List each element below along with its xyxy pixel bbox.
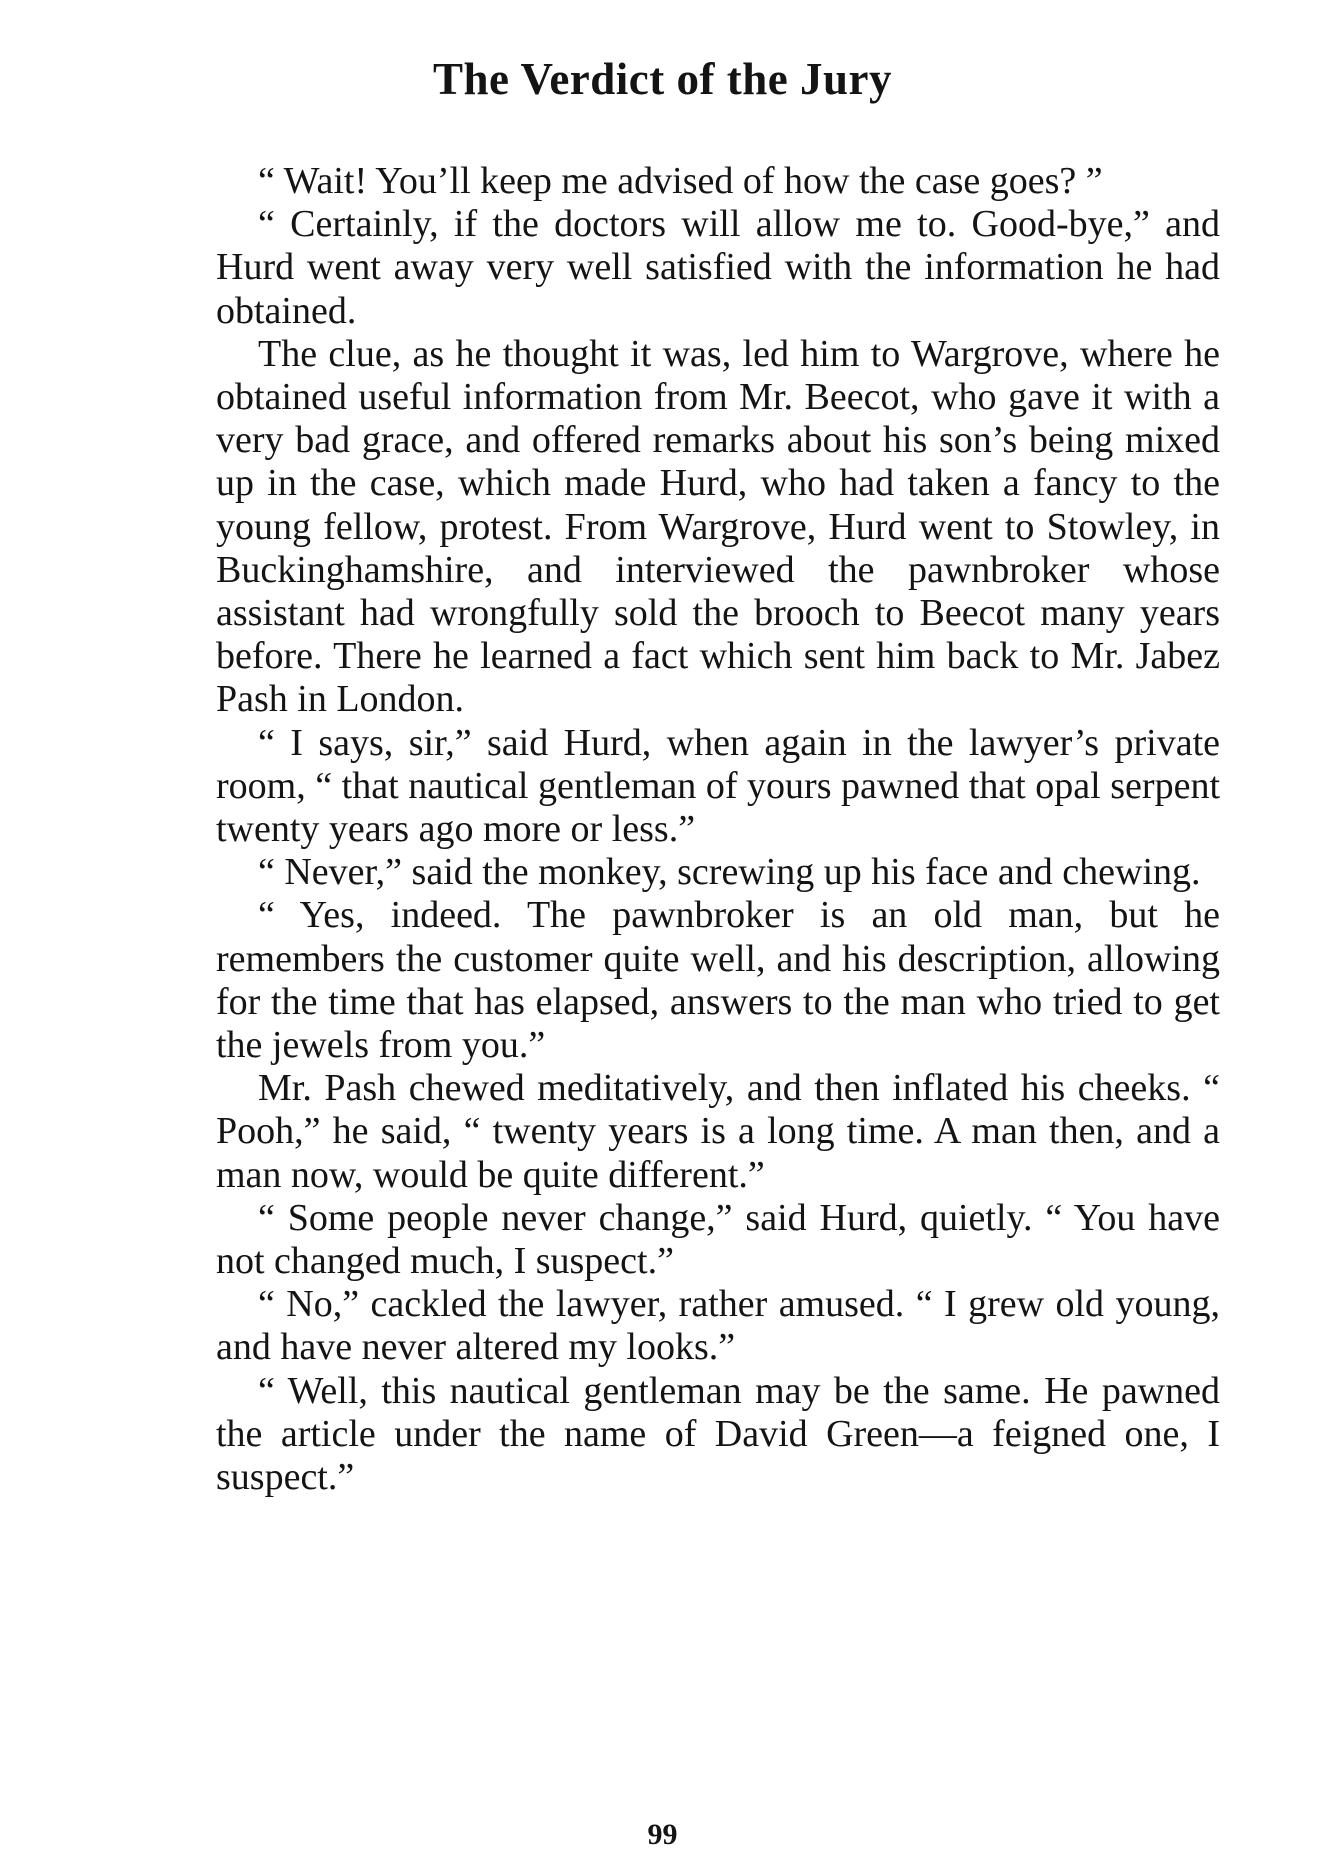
page-number: 99: [647, 1818, 678, 1851]
paragraph: “ Never,” said the monkey, screwing up his face and chewing.: [258, 851, 1201, 894]
paragraph: “ Yes, indeed. The pawnbroker is an old man, but he remembers the customer quite well, and his description, allowing for the time that has elapsed, answers to the man who tried to get the jewels from you.”: [216, 894, 1220, 1067]
paragraph: “ Some people never change,” said Hurd, quietly. “ You have not changed much, I suspect.”: [216, 1196, 1220, 1283]
paragraph: “ I says, sir,” said Hurd, when again in the lawyer’s private room, “ that nautical gentleman of yours pawned that opal serpent twenty years ago more or less.”: [216, 721, 1220, 851]
paragraph: The clue, as he thought it was, led him to Wargrove, where he obtained useful information from Mr. Beecot, who gave it with a very bad grace, and offered remarks about his son’s being mixed up in the case, which made Hurd, who had taken a fancy to the young fellow, protest. From Wargrove, Hurd went to Stowley, in Buckinghamshire, and interviewed the pawnbroker whose assistant had wrongfully sold the brooch to Beecot many years before. There he learned a fact which sent him back to Mr. Jabez Pash in London.: [216, 332, 1220, 721]
body-text: [216, 160, 1220, 1499]
paragraph: “ Well, this nautical gentleman may be the same. He pawned the article under the name of David Green—a feigned one, I suspect.”: [216, 1369, 1220, 1499]
paragraph: “ Wait! You’ll keep me advised of how the case goes? ”: [258, 160, 1103, 202]
running-title: The Verdict of the Jury: [433, 54, 892, 104]
paragraph: “ No,” cackled the lawyer, rather amused. “ I grew old young, and have never altered my looks.”: [216, 1283, 1220, 1369]
paragraph: “ Certainly, if the doctors will allow me to. Good-bye,” and Hurd went away very well satisfied with the information he had obtained.: [216, 203, 1220, 332]
paragraph: Mr. Pash chewed meditatively, and then inflated his cheeks. “ Pooh,” he said, “ twenty years is a long time. A man then, and a man now, would be quite different.”: [216, 1067, 1220, 1196]
